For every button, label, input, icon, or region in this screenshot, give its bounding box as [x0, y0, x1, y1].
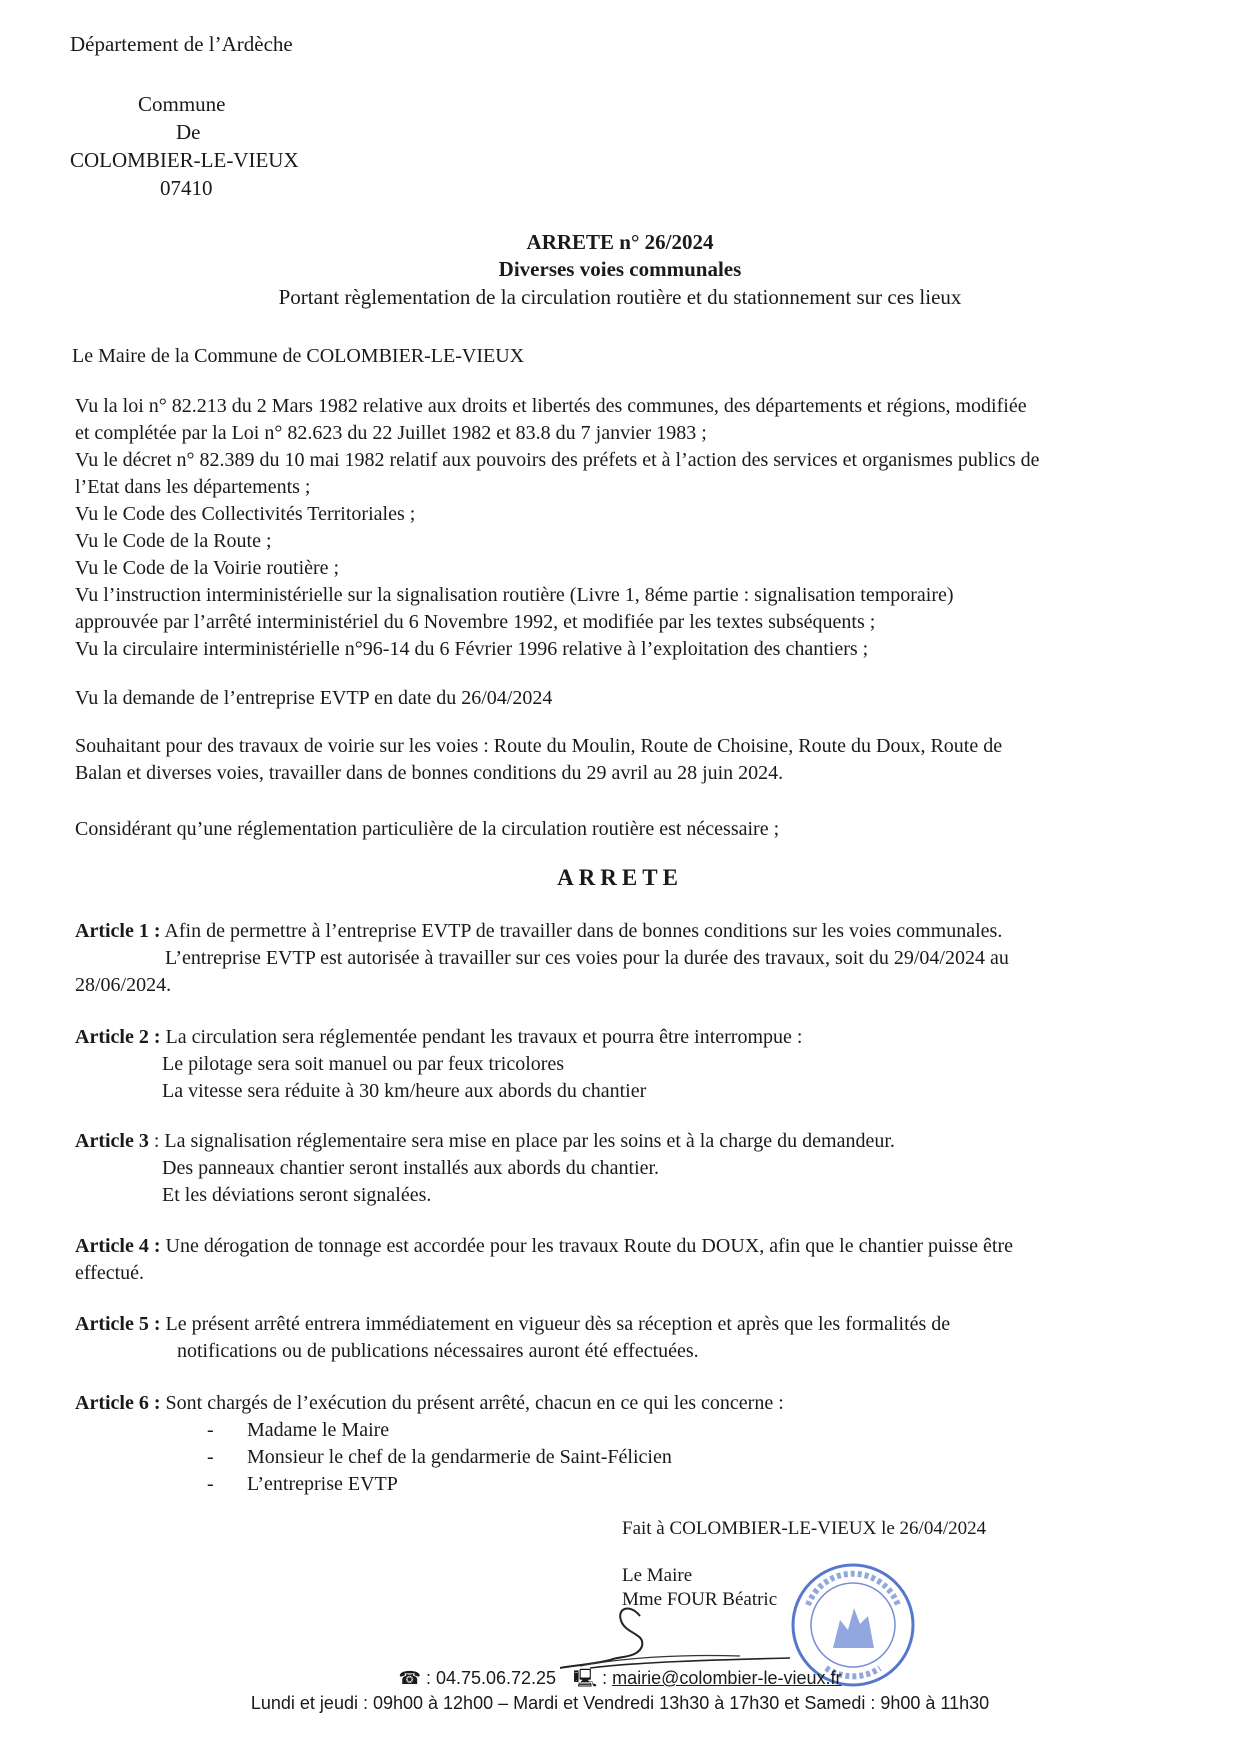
- article-2-label: Article 2 :: [75, 1026, 161, 1048]
- computer-icon: 🖳: [573, 1668, 598, 1688]
- souhaitant-line: Balan et diverses voies, travailler dans de bonnes conditions du 29 avril au 28 juin 2024.: [75, 762, 784, 784]
- phone-number: : 04.75.06.72.25: [425, 1668, 557, 1688]
- article-1-line-2: L’entreprise EVTP est autorisée à travailler sur ces voies pour la durée des travaux, soit du 29/04/2024 au: [165, 947, 1009, 969]
- department-name: Département de l’Ardèche: [70, 32, 293, 56]
- email-link[interactable]: mairie@colombier-le-vieux.fr: [612, 1668, 842, 1688]
- souhaitant-line: Souhaitant pour des travaux de voirie sur les voies : Route du Moulin, Route de Choisine, Route du Doux, Route de: [75, 735, 1003, 757]
- decree-purpose: Portant règlementation de la circulation routière et du stationnement sur ces lieux: [278, 285, 962, 309]
- article-4-text: Une dérogation de tonnage est accordée pour les travaux Route du DOUX, afin que le chantier puisse être: [160, 1235, 1013, 1257]
- commune-label: Commune: [138, 92, 226, 116]
- considerant-line: Considérant qu’une réglementation particulière de la circulation routière est nécessaire ;: [75, 818, 780, 840]
- article-4-line-2: effectué.: [75, 1262, 145, 1284]
- souhaitant-paragraph: [75, 733, 1175, 787]
- article-5-text: Le présent arrêté entrera immédiatement en vigueur dès sa réception et après que les formalités de: [160, 1313, 951, 1335]
- article-3-line-3: Et les déviations seront signalées.: [162, 1184, 432, 1206]
- article-6: [75, 1390, 1175, 1498]
- article-6-label: Article 6 :: [75, 1392, 161, 1414]
- article-1-label: Article 1 :: [75, 920, 161, 942]
- intro-line: Le Maire de la Commune de COLOMBIER-LE-VIEUX: [72, 345, 525, 367]
- vu-line: Vu la circulaire interministérielle n°96-14 du 6 Février 1996 relative à l’exploitation des chantiers ;: [75, 638, 869, 660]
- phone-icon: ☎: [398, 1668, 421, 1688]
- vu-line: et complétée par la Loi n° 82.623 du 22 Juillet 1982 et 83.8 du 7 janvier 1983 ;: [75, 422, 707, 444]
- recipient-item: Monsieur le chef de la gendarmerie de Saint-Félicien: [247, 1446, 672, 1468]
- vu-line: Vu le Code de la Voirie routière ;: [75, 557, 340, 579]
- article-5-line-2: notifications ou de publications nécessaires auront été effectuées.: [177, 1340, 699, 1362]
- signatory-name: Mme FOUR Béatric: [622, 1589, 778, 1610]
- list-item: - Madame le Maire: [207, 1419, 390, 1441]
- article-3-line-2: Des panneaux chantier seront installés aux abords du chantier.: [162, 1157, 660, 1179]
- vu-line: approuvée par l’arrêté interministériel du 6 Novembre 1992, et modifiée par les textes subséquents ;: [75, 611, 876, 633]
- demande-line: Vu la demande de l’entreprise EVTP en date du 26/04/2024: [75, 687, 553, 709]
- article-1-line-3: 28/06/2024.: [75, 974, 172, 996]
- article-4-label: Article 4 :: [75, 1235, 161, 1257]
- article-5: [75, 1311, 1175, 1365]
- postcode: 07410: [160, 176, 213, 200]
- vu-line: Vu le décret n° 82.389 du 10 mai 1982 relatif aux pouvoirs des préfets et à l’action des services et organismes publics de: [75, 449, 1040, 471]
- article-2-line-3: La vitesse sera réduite à 30 km/heure aux abords du chantier: [162, 1080, 647, 1102]
- email-prefix: :: [602, 1668, 613, 1688]
- commune-name: COLOMBIER-LE-VIEUX: [70, 148, 299, 172]
- article-1: [75, 918, 1175, 999]
- list-item: - L’entreprise EVTP: [207, 1473, 398, 1495]
- article-3-label: Article 3: [75, 1130, 149, 1152]
- article-1-text: Afin de permettre à l’entreprise EVTP de travailler dans de bonnes conditions sur les voies communales.: [160, 920, 1003, 942]
- article-6-text: Sont chargés de l’exécution du présent arrêté, chacun en ce qui les concerne :: [160, 1392, 784, 1414]
- article-5-label: Article 5 :: [75, 1313, 161, 1335]
- fait-a-line: Fait à COLOMBIER-LE-VIEUX le 26/04/2024: [622, 1518, 987, 1539]
- vu-list: [75, 393, 1175, 663]
- vu-line: l’Etat dans les départements ;: [75, 476, 311, 498]
- article-2: [75, 1024, 1175, 1105]
- opening-hours: Lundi et jeudi : 09h00 à 12h00 – Mardi et Vendredi 13h30 à 17h30 et Samedi : 9h00 à 11h30: [250, 1693, 990, 1713]
- article-4: [75, 1233, 1175, 1287]
- vu-line: Vu l’instruction interministérielle sur la signalisation routière (Livre 1, 8éme partie : signalisation temporaire): [75, 584, 954, 606]
- vu-line: Vu le Code des Collectivités Territoriales ;: [75, 503, 416, 525]
- signatory-role: Le Maire: [622, 1565, 693, 1586]
- recipient-item: Madame le Maire: [247, 1419, 390, 1441]
- de-label: De: [176, 120, 201, 144]
- decree-subject: Diverses voies communales: [498, 257, 742, 281]
- decree-number: ARRETE n° 26/2024: [526, 230, 714, 254]
- article-3: [75, 1128, 1175, 1209]
- article-3-text: : La signalisation réglementaire sera mise en place par les soins et à la charge du demandeur.: [148, 1130, 895, 1152]
- contact-line: [0, 1666, 1240, 1696]
- article-2-line-2: Le pilotage sera soit manuel ou par feux tricolores: [162, 1053, 565, 1075]
- vu-line: Vu le Code de la Route ;: [75, 530, 272, 552]
- article-2-text: La circulation sera réglementée pendant les travaux et pourra être interrompue :: [160, 1026, 803, 1048]
- recipient-item: L’entreprise EVTP: [247, 1473, 398, 1495]
- arrete-heading: ARRETE: [557, 865, 683, 890]
- vu-line: Vu la loi n° 82.213 du 2 Mars 1982 relative aux droits et libertés des communes, des départements et régions, modifiée: [75, 395, 1027, 417]
- list-item: - Monsieur le chef de la gendarmerie de Saint-Félicien: [207, 1446, 672, 1468]
